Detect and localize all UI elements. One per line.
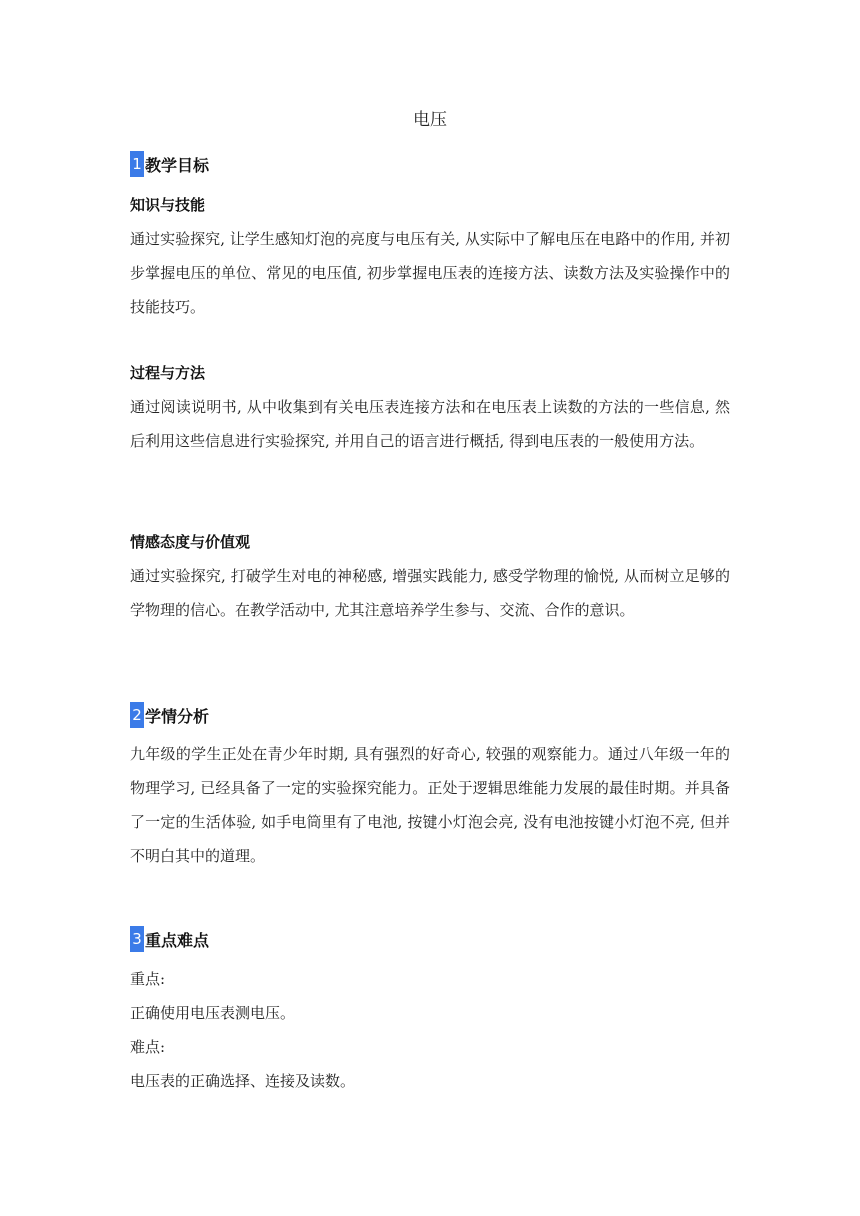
subsection-title: 过程与方法 — [130, 364, 206, 382]
subsection-title: 情感态度与价值观 — [130, 533, 251, 551]
page-title: 电压 — [413, 110, 447, 130]
section-heading-key-points — [130, 925, 730, 953]
section-heading-text: 重点难点 — [145, 930, 210, 950]
paragraph: 通过实验探究, 打破学生对电的神秘感, 增强实践能力, 感受学物理的愉悦, 从而树立足够的学物理的信心。在教学活动中, 尤其注意培养学生参与、交流、合作的意识。 — [130, 567, 730, 619]
paragraph: 通过阅读说明书, 从中收集到有关电压表连接方法和在电压表上读数的方法的一些信息, 然后利用这些信息进行实验探究, 并用自己的语言进行概括, 得到电压表的一般使用方法。 — [130, 398, 730, 450]
section-heading-text: 学情分析 — [145, 706, 210, 726]
section-number-badge: 1 — [130, 151, 144, 177]
student-analysis-body — [130, 737, 730, 873]
key-points-body — [130, 962, 730, 1098]
subsection-knowledge-skills — [130, 194, 730, 216]
section-number-badge: 2 — [130, 702, 144, 728]
subsection-knowledge-skills-body — [130, 222, 730, 324]
subsection-process-method — [130, 362, 730, 384]
key-point-label: 重点: — [130, 970, 166, 988]
paragraph: 九年级的学生正处在青少年时期, 具有强烈的好奇心, 较强的观察能力。通过八年级一年的物理学习, 已经具备了一定的实验探究能力。正处于逻辑思维能力发展的最佳时期。并具备了一定的生活体验, 如手电筒里有了电池, 按键小灯泡会亮, 没有电池按键小灯泡不亮, 但并不明白其中的道理。 — [130, 745, 730, 865]
subsection-title: 知识与技能 — [130, 196, 206, 214]
subsection-emotion-values-body — [130, 559, 730, 627]
section-heading-teaching-goals — [130, 150, 730, 178]
section-heading-student-analysis — [130, 701, 730, 729]
difficulty-label: 难点: — [130, 1038, 166, 1056]
paragraph: 通过实验探究, 让学生感知灯泡的亮度与电压有关, 从实际中了解电压在电路中的作用, 并初步掌握电压的单位、常见的电压值, 初步掌握电压表的连接方法、读数方法及实验操作中的技能技巧。 — [130, 230, 730, 316]
difficulty-text: 电压表的正确选择、连接及读数。 — [130, 1072, 356, 1090]
subsection-process-method-body — [130, 390, 730, 458]
subsection-emotion-values — [130, 531, 730, 553]
section-heading-text: 教学目标 — [145, 155, 210, 175]
section-number-badge: 3 — [130, 926, 144, 952]
key-point-text: 正确使用电压表测电压。 — [130, 1004, 296, 1022]
